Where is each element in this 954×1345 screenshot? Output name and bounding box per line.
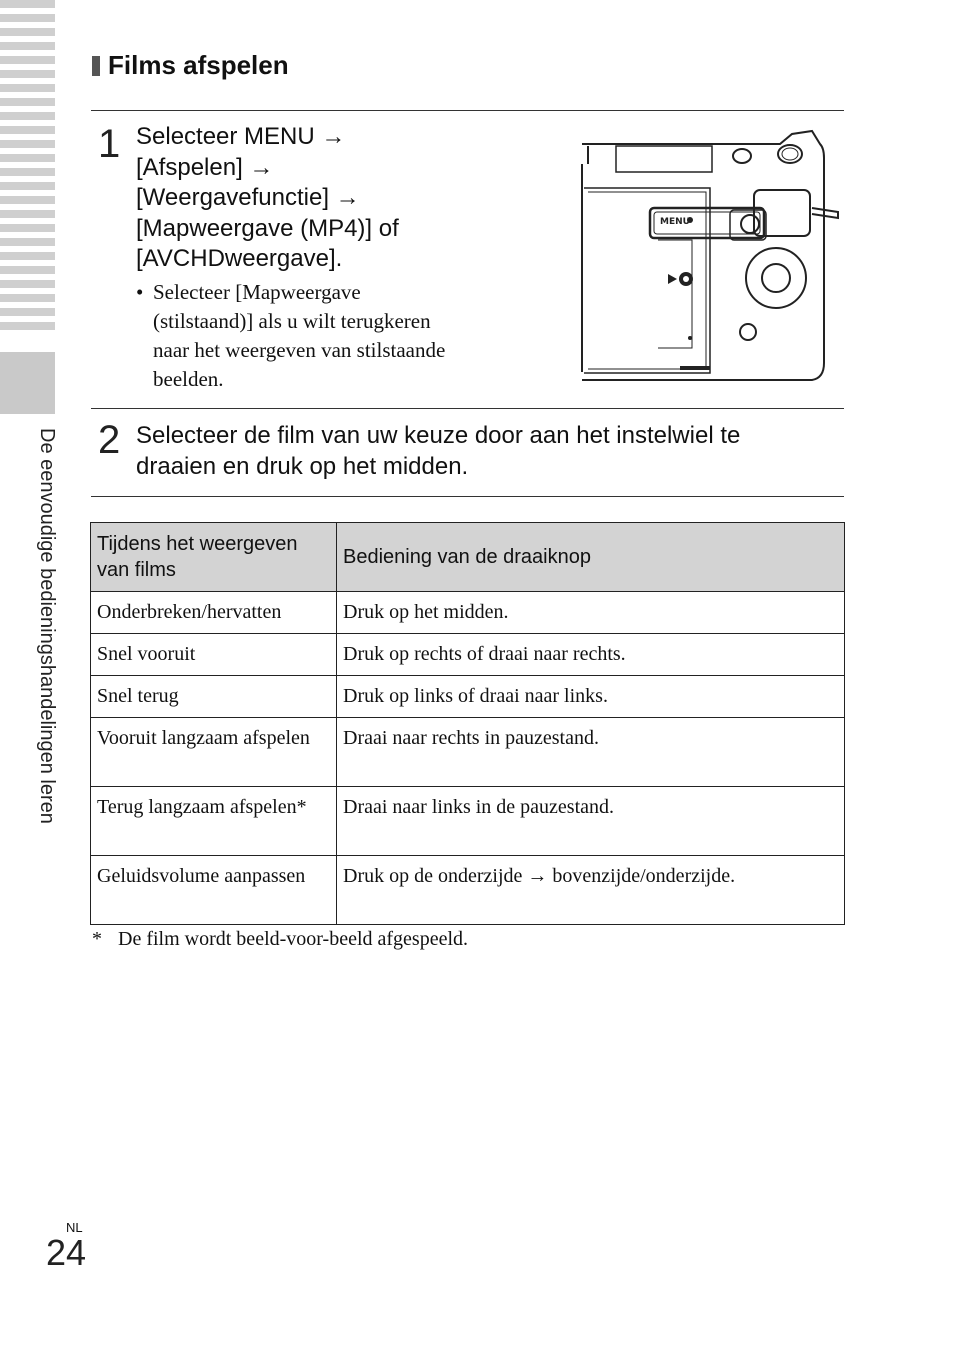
step-1-line: [Weergavefunctie] → xyxy=(136,184,360,211)
table-cell: Druk op het midden. xyxy=(337,592,845,634)
table-row xyxy=(91,718,845,787)
step-1-number: 1 xyxy=(98,122,121,166)
page-number: 24 xyxy=(46,1232,87,1273)
section-marker-icon xyxy=(90,56,100,76)
table-cell: Snel vooruit xyxy=(91,634,337,676)
camera-back-illustration xyxy=(580,128,842,386)
table-cell: Draai naar rechts in pauzestand. xyxy=(337,718,845,787)
step-1-text xyxy=(136,122,399,275)
step-1-note-line: naar het weergeven van stilstaande xyxy=(153,338,446,362)
footnote xyxy=(92,928,468,951)
table-row xyxy=(91,787,845,856)
table-cell: Draai naar links in de pauzestand. xyxy=(337,787,845,856)
footnote-text: De film wordt beeld-voor-beeld afgespeeld. xyxy=(118,928,469,950)
divider xyxy=(91,110,844,111)
table-header-cell: Tijdens het weergeven van films xyxy=(91,523,337,592)
footnote-mark: * xyxy=(92,928,102,950)
table-cell: Vooruit langzaam afspelen xyxy=(91,718,337,787)
table-cell: Terug langzaam afspelen* xyxy=(91,787,337,856)
step-1-note-line: beelden. xyxy=(153,367,224,391)
step-1-line: [AVCHDweergave]. xyxy=(136,245,343,272)
camera-menu-label: MENU xyxy=(660,217,690,227)
table-cell: Onderbreken/hervatten xyxy=(91,592,337,634)
table-row xyxy=(91,634,845,676)
step-2-number: 2 xyxy=(98,418,121,462)
step-1-note-line: (stilstaand)] als u wilt terugkeren xyxy=(153,309,431,333)
table-cell: Druk op de onderzijde → bovenzijde/onderzijde. xyxy=(337,856,845,925)
table-row xyxy=(91,676,845,718)
table-cell: Geluidsvolume aanpassen xyxy=(91,856,337,925)
step-1-line: [Afspelen] → xyxy=(136,153,274,181)
edge-stripes xyxy=(0,0,55,340)
table-row xyxy=(91,592,845,634)
step-1-bullet-mark: • xyxy=(136,280,144,304)
table-row xyxy=(91,856,845,925)
chapter-side-label: De eenvoudige bedieningshandelingen leren xyxy=(36,428,58,824)
step-1-line: Selecteer MENU → xyxy=(136,123,346,150)
step-1-line: [Mapweergave (MP4)] of xyxy=(136,214,399,242)
step-1-note xyxy=(153,278,445,394)
divider xyxy=(91,408,844,409)
divider xyxy=(91,496,844,497)
step-2-line: Selecteer de film van uw keuze door aan het instelwiel te xyxy=(136,422,741,449)
language-code: NL xyxy=(66,1220,83,1235)
table-header-cell: Bediening van de draaiknop xyxy=(337,523,845,592)
section-title: Films afspelen xyxy=(108,50,289,80)
table-cell: Druk op rechts of draai naar rechts. xyxy=(337,634,845,676)
table-header-row xyxy=(91,523,845,592)
table-cell: Druk op links of draai naar links. xyxy=(337,676,845,718)
section-heading xyxy=(90,50,289,81)
step-1-note-line: Selecteer [Mapweergave xyxy=(153,280,361,304)
chapter-tab xyxy=(0,352,55,414)
step-2-line: draaien en druk op het midden. xyxy=(136,452,469,480)
table-cell: Snel terug xyxy=(91,676,337,718)
step-2-text xyxy=(136,421,740,482)
operation-table xyxy=(90,522,845,925)
